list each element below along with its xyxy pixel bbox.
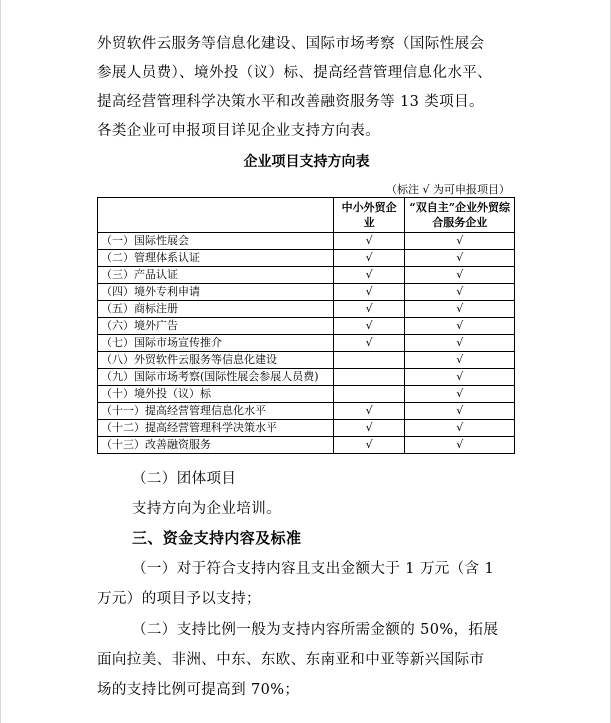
row-dual-mark: √	[405, 267, 515, 284]
table-row	[98, 250, 515, 267]
row-sme-mark	[333, 369, 405, 386]
row-sme-mark: √	[333, 267, 405, 284]
header-dual: “双自主”企业外贸综合服务企业	[405, 198, 515, 233]
row-dual-mark: √	[405, 386, 515, 403]
row-sme-mark: √	[333, 233, 405, 250]
row-sme-mark: √	[333, 250, 405, 267]
row-item: （六）境外广告	[98, 318, 334, 335]
row-dual-mark: √	[405, 284, 515, 301]
point1-line: （一）对于符合支持内容且支出金额大于 1 万元（含 1	[132, 561, 495, 577]
table-note: （标注 √ 为可申报项目）	[385, 183, 510, 196]
table-row	[98, 420, 515, 437]
paragraph-line: 参展人员费）、境外投（议）标、提高经营管理信息化水平、	[97, 65, 493, 81]
paragraph-line: 各类企业可申报项目详见企业支持方向表。	[97, 123, 381, 139]
row-sme-mark: √	[333, 403, 405, 420]
row-item: （一）国际性展会	[98, 233, 334, 250]
row-sme-mark: √	[333, 284, 405, 301]
row-item: （七）国际市场宣传推介	[98, 335, 334, 352]
row-dual-mark: √	[405, 233, 515, 250]
row-dual-mark: √	[405, 352, 515, 369]
row-dual-mark: √	[405, 301, 515, 318]
row-sme-mark: √	[333, 318, 405, 335]
table-row	[98, 386, 515, 403]
table-row	[98, 318, 515, 335]
row-item: （八）外贸软件云服务等信息化建设	[98, 352, 334, 369]
row-item: （三）产品认证	[98, 267, 334, 284]
point1-line: 万元）的项目予以支持；	[97, 591, 261, 607]
paragraph-line: 外贸软件云服务等信息化建设、国际市场考察（国际性展会	[97, 36, 485, 52]
group-heading: （二）团体项目	[132, 471, 237, 487]
table-row	[98, 284, 515, 301]
table-header-row	[98, 198, 515, 233]
row-dual-mark: √	[405, 403, 515, 420]
row-item: （五）商标注册	[98, 301, 334, 318]
row-dual-mark: √	[405, 437, 515, 454]
row-sme-mark: √	[333, 420, 405, 437]
table-row	[98, 403, 515, 420]
header-item	[98, 198, 334, 233]
table-row	[98, 301, 515, 318]
row-dual-mark: √	[405, 250, 515, 267]
table-title: 企业项目支持方向表	[243, 154, 370, 170]
row-dual-mark: √	[405, 335, 515, 352]
table-row	[98, 369, 515, 386]
row-sme-mark: √	[333, 301, 405, 318]
point2-line: 面向拉美、非洲、中东、东欧、东南亚和中亚等新兴国际市	[97, 652, 485, 668]
row-sme-mark: √	[333, 437, 405, 454]
row-dual-mark: √	[405, 420, 515, 437]
row-item: （九）国际市场考察(国际性展会参展人员费)	[98, 369, 334, 386]
row-sme-mark	[333, 386, 405, 403]
group-text: 支持方向为企业培训。	[132, 501, 281, 517]
point2-line: 场的支持比例可提高到 70%；	[97, 682, 300, 698]
paragraph-line: 提高经营管理科学决策水平和改善融资服务等 13 类项目。	[97, 94, 484, 110]
row-dual-mark: √	[405, 369, 515, 386]
row-item: （十）境外投（议）标	[98, 386, 334, 403]
table-row	[98, 267, 515, 284]
section-heading: 三、资金支持内容及标准	[132, 529, 302, 547]
row-item: （十一）提高经营管理信息化水平	[98, 403, 334, 420]
table-row	[98, 437, 515, 454]
row-item: （四）境外专利申请	[98, 284, 334, 301]
table-row	[98, 352, 515, 369]
row-dual-mark: √	[405, 318, 515, 335]
support-table	[97, 197, 515, 454]
point2-line: （二）支持比例一般为支持内容所需金额的 50%，拓展	[132, 622, 499, 638]
table-row	[98, 233, 515, 250]
row-item: （十三）改善融资服务	[98, 437, 334, 454]
header-sme: 中小外贸企业	[333, 198, 405, 233]
row-item: （十二）提高经营管理科学决策水平	[98, 420, 334, 437]
row-item: （二）管理体系认证	[98, 250, 334, 267]
table-row	[98, 335, 515, 352]
row-sme-mark	[333, 352, 405, 369]
row-sme-mark: √	[333, 335, 405, 352]
